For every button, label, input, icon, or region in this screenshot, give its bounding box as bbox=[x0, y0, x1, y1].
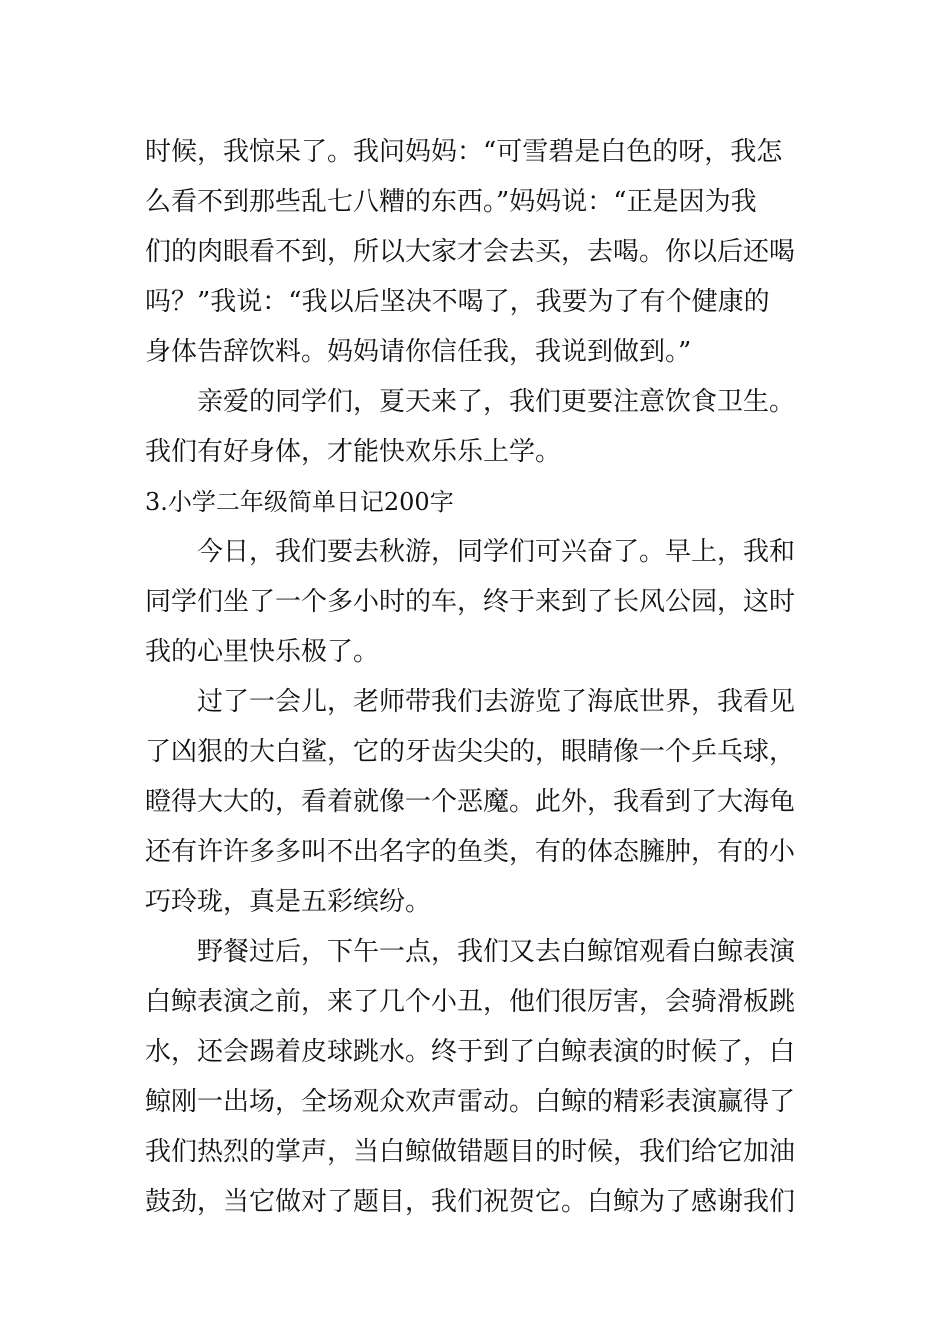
text-line: 身体告辞饮料。妈妈请你信任我，我说到做到。” bbox=[145, 337, 692, 367]
text-line: 瞪得大大的，看着就像一个恶魔。此外，我看到了大海龟 bbox=[145, 787, 796, 817]
text-line: 我们热烈的掌声，当白鲸做错题目的时候，我们给它加油 bbox=[145, 1137, 796, 1167]
text-line: 我们有好身体，才能快欢乐乐上学。 bbox=[145, 437, 562, 467]
paragraph bbox=[145, 927, 810, 1227]
text-line: 鲸刚一出场，全场观众欢声雷动。白鲸的精彩表演赢得了 bbox=[145, 1087, 796, 1117]
text-line: 白鲸表演之前，来了几个小丑，他们很厉害，会骑滑板跳 bbox=[145, 987, 796, 1017]
text-line: 巧玲珑，真是五彩缤纷。 bbox=[145, 887, 432, 917]
paragraph bbox=[145, 377, 810, 477]
text-line: 了凶狠的大白鲨，它的牙齿尖尖的，眼睛像一个乒乓球， bbox=[145, 737, 796, 767]
text-line: 过了一会儿，老师带我们去游览了海底世界，我看见 bbox=[197, 687, 796, 717]
document-body bbox=[145, 127, 810, 1227]
text-line: 吗？”我说：“我以后坚决不喝了，我要为了有个健康的 bbox=[145, 287, 770, 317]
heading-text: 3.小学二年级简单日记200字 bbox=[145, 488, 454, 516]
text-line: 同学们坐了一个多小时的车，终于来到了长风公园，这时 bbox=[145, 587, 796, 617]
text-line: 还有许许多多叫不出名字的鱼类，有的体态臃肿，有的小 bbox=[145, 837, 796, 867]
text-line: 水，还会踢着皮球跳水。终于到了白鲸表演的时候了，白 bbox=[145, 1037, 796, 1067]
paragraph bbox=[145, 527, 810, 677]
text-line: 们的肉眼看不到，所以大家才会去买，去喝。你以后还喝 bbox=[145, 237, 796, 267]
text-line: 今日，我们要去秋游，同学们可兴奋了。早上，我和 bbox=[197, 537, 796, 567]
section-heading bbox=[145, 477, 810, 527]
text-line: 亲爱的同学们，夏天来了，我们更要注意饮食卫生。 bbox=[197, 387, 796, 417]
paragraph bbox=[145, 677, 810, 927]
text-line: 么看不到那些乱七八糟的东西。”妈妈说：“正是因为我 bbox=[145, 187, 757, 217]
text-line: 鼓劲，当它做对了题目，我们祝贺它。白鲸为了感谢我们 bbox=[145, 1187, 796, 1217]
text-line: 野餐过后，下午一点，我们又去白鲸馆观看白鲸表演 bbox=[197, 937, 796, 967]
paragraph bbox=[145, 127, 810, 377]
text-line: 我的心里快乐极了。 bbox=[145, 637, 380, 667]
text-line: 时候，我惊呆了。我问妈妈：“可雪碧是白色的呀，我怎 bbox=[145, 137, 783, 167]
